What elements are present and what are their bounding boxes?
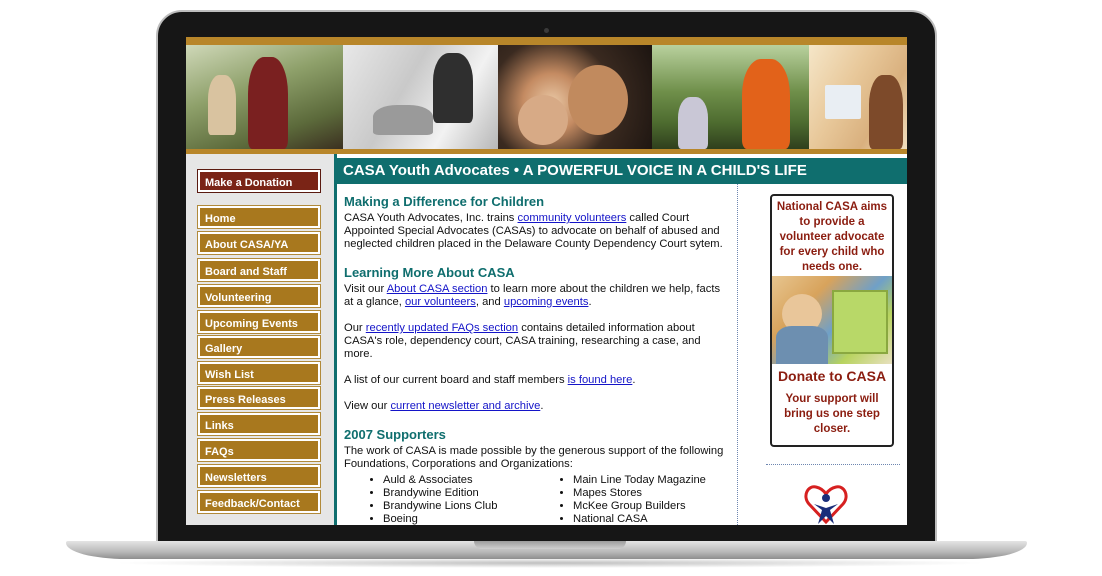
list-item: • Boeing [383,513,553,525]
intro-paragraph [344,212,729,251]
nav-board-staff[interactable]: Board and Staff [198,259,320,281]
nav-about-casa[interactable]: About CASA/YA [198,232,320,254]
nav-volunteering[interactable]: Volunteering [198,285,320,307]
right-column [738,184,907,525]
faq-text-a: Our [344,322,366,334]
top-accent-bar [186,37,907,45]
heading-supporters: 2007 Supporters [344,427,446,442]
banner-photo-father-child [498,45,652,149]
nav-press-releases[interactable]: Press Releases [198,387,320,409]
laptop-notch [474,541,626,549]
faq-paragraph [344,322,729,361]
supporters-list-left [365,474,553,525]
newsletter-text-b: . [540,400,544,412]
ad-child-photo [772,276,892,364]
header-photo-banner [186,45,907,149]
visit-text-a: Visit our [344,283,387,295]
laptop-shadow [110,558,990,568]
visit-text-c: , and [475,296,504,308]
list-item: • Main Line Today Magazine [573,474,753,487]
browser-viewport [186,37,907,525]
ad-donate-text: Your support will bring us one step closer. [784,393,880,435]
list-item: • Brandywine Edition [383,487,553,500]
upcoming-events-link[interactable]: upcoming events [503,296,589,308]
webcam-icon [544,28,549,33]
list-item: • Auld & Associates [383,474,553,487]
nav-links[interactable]: Links [198,413,320,435]
nav-feedback-contact[interactable]: Feedback/Contact [198,491,320,513]
donate-ad-banner[interactable] [770,194,894,447]
intro-text-a: CASA Youth Advocates, Inc. trains [344,212,518,224]
newsletter-link[interactable]: current newsletter and archive [390,400,541,412]
nav-home[interactable]: Home [198,206,320,228]
donate-button[interactable]: Make a Donation [198,170,320,192]
newsletter-text-a: View our [344,400,391,412]
community-volunteers-link[interactable]: community volunteers [517,212,627,224]
nav-gallery[interactable]: Gallery [198,336,320,358]
visit-text-d: . [588,296,592,308]
sidebar-nav [186,154,337,525]
supporters-list-right [555,474,753,525]
board-staff-link[interactable]: is found here [567,374,633,386]
heading-making-difference: Making a Difference for Children [344,194,545,209]
column-divider [766,464,900,465]
casa-heart-logo-icon [804,482,848,525]
nav-newsletters[interactable]: Newsletters [198,465,320,487]
nav-faqs[interactable]: FAQs [198,439,320,461]
ad-donate-title: Donate to CASA [777,368,887,384]
supporters-intro: The work of CASA is made possible by the generous support of the following Foundations, Corporations and Organizations: [344,445,724,470]
our-volunteers-link[interactable]: our volunteers [404,296,476,308]
banner-photo-living-room [343,45,498,149]
list-item: • Mapes Stores [573,487,753,500]
newsletter-paragraph [344,400,729,413]
board-paragraph [344,374,729,387]
nav-wish-list[interactable]: Wish List [198,362,320,384]
banner-photo-computer [809,45,907,149]
intro-text-b: called Court Appointed Special Advocates (CASAs) to advocate on behalf of abused and neglected children placed in the Delaware County Dependency Court sytem. [344,212,723,250]
faqs-section-link[interactable]: recently updated FAQs section [365,322,519,334]
about-casa-link[interactable]: About CASA section [386,283,488,295]
banner-photo-grandmother-child [186,45,343,149]
main-content [337,184,738,525]
list-item: • Brandywine Lions Club [383,500,553,513]
page-title: CASA Youth Advocates • A POWERFUL VOICE IN A CHILD'S LIFE [337,158,907,184]
board-text-a: A list of our current board and staff members [344,374,568,386]
board-text-b: . [632,374,636,386]
list-item: • National CASA [573,513,753,525]
visit-text-b: to learn more about the children we help, facts at a glance, [344,283,721,308]
nav-upcoming-events[interactable]: Upcoming Events [198,311,320,333]
visit-paragraph [344,283,729,309]
banner-photo-park [652,45,809,149]
ad-mission-text: National CASA aims to provide a volunteer advocate for every child who needs one. [776,201,888,273]
heading-learning-more: Learning More About CASA [344,265,515,280]
faq-text-b: contains detailed information about CASA's role, dependency court, CASA training, researching a case, and more. [344,322,701,360]
list-item: • McKee Group Builders [573,500,753,513]
